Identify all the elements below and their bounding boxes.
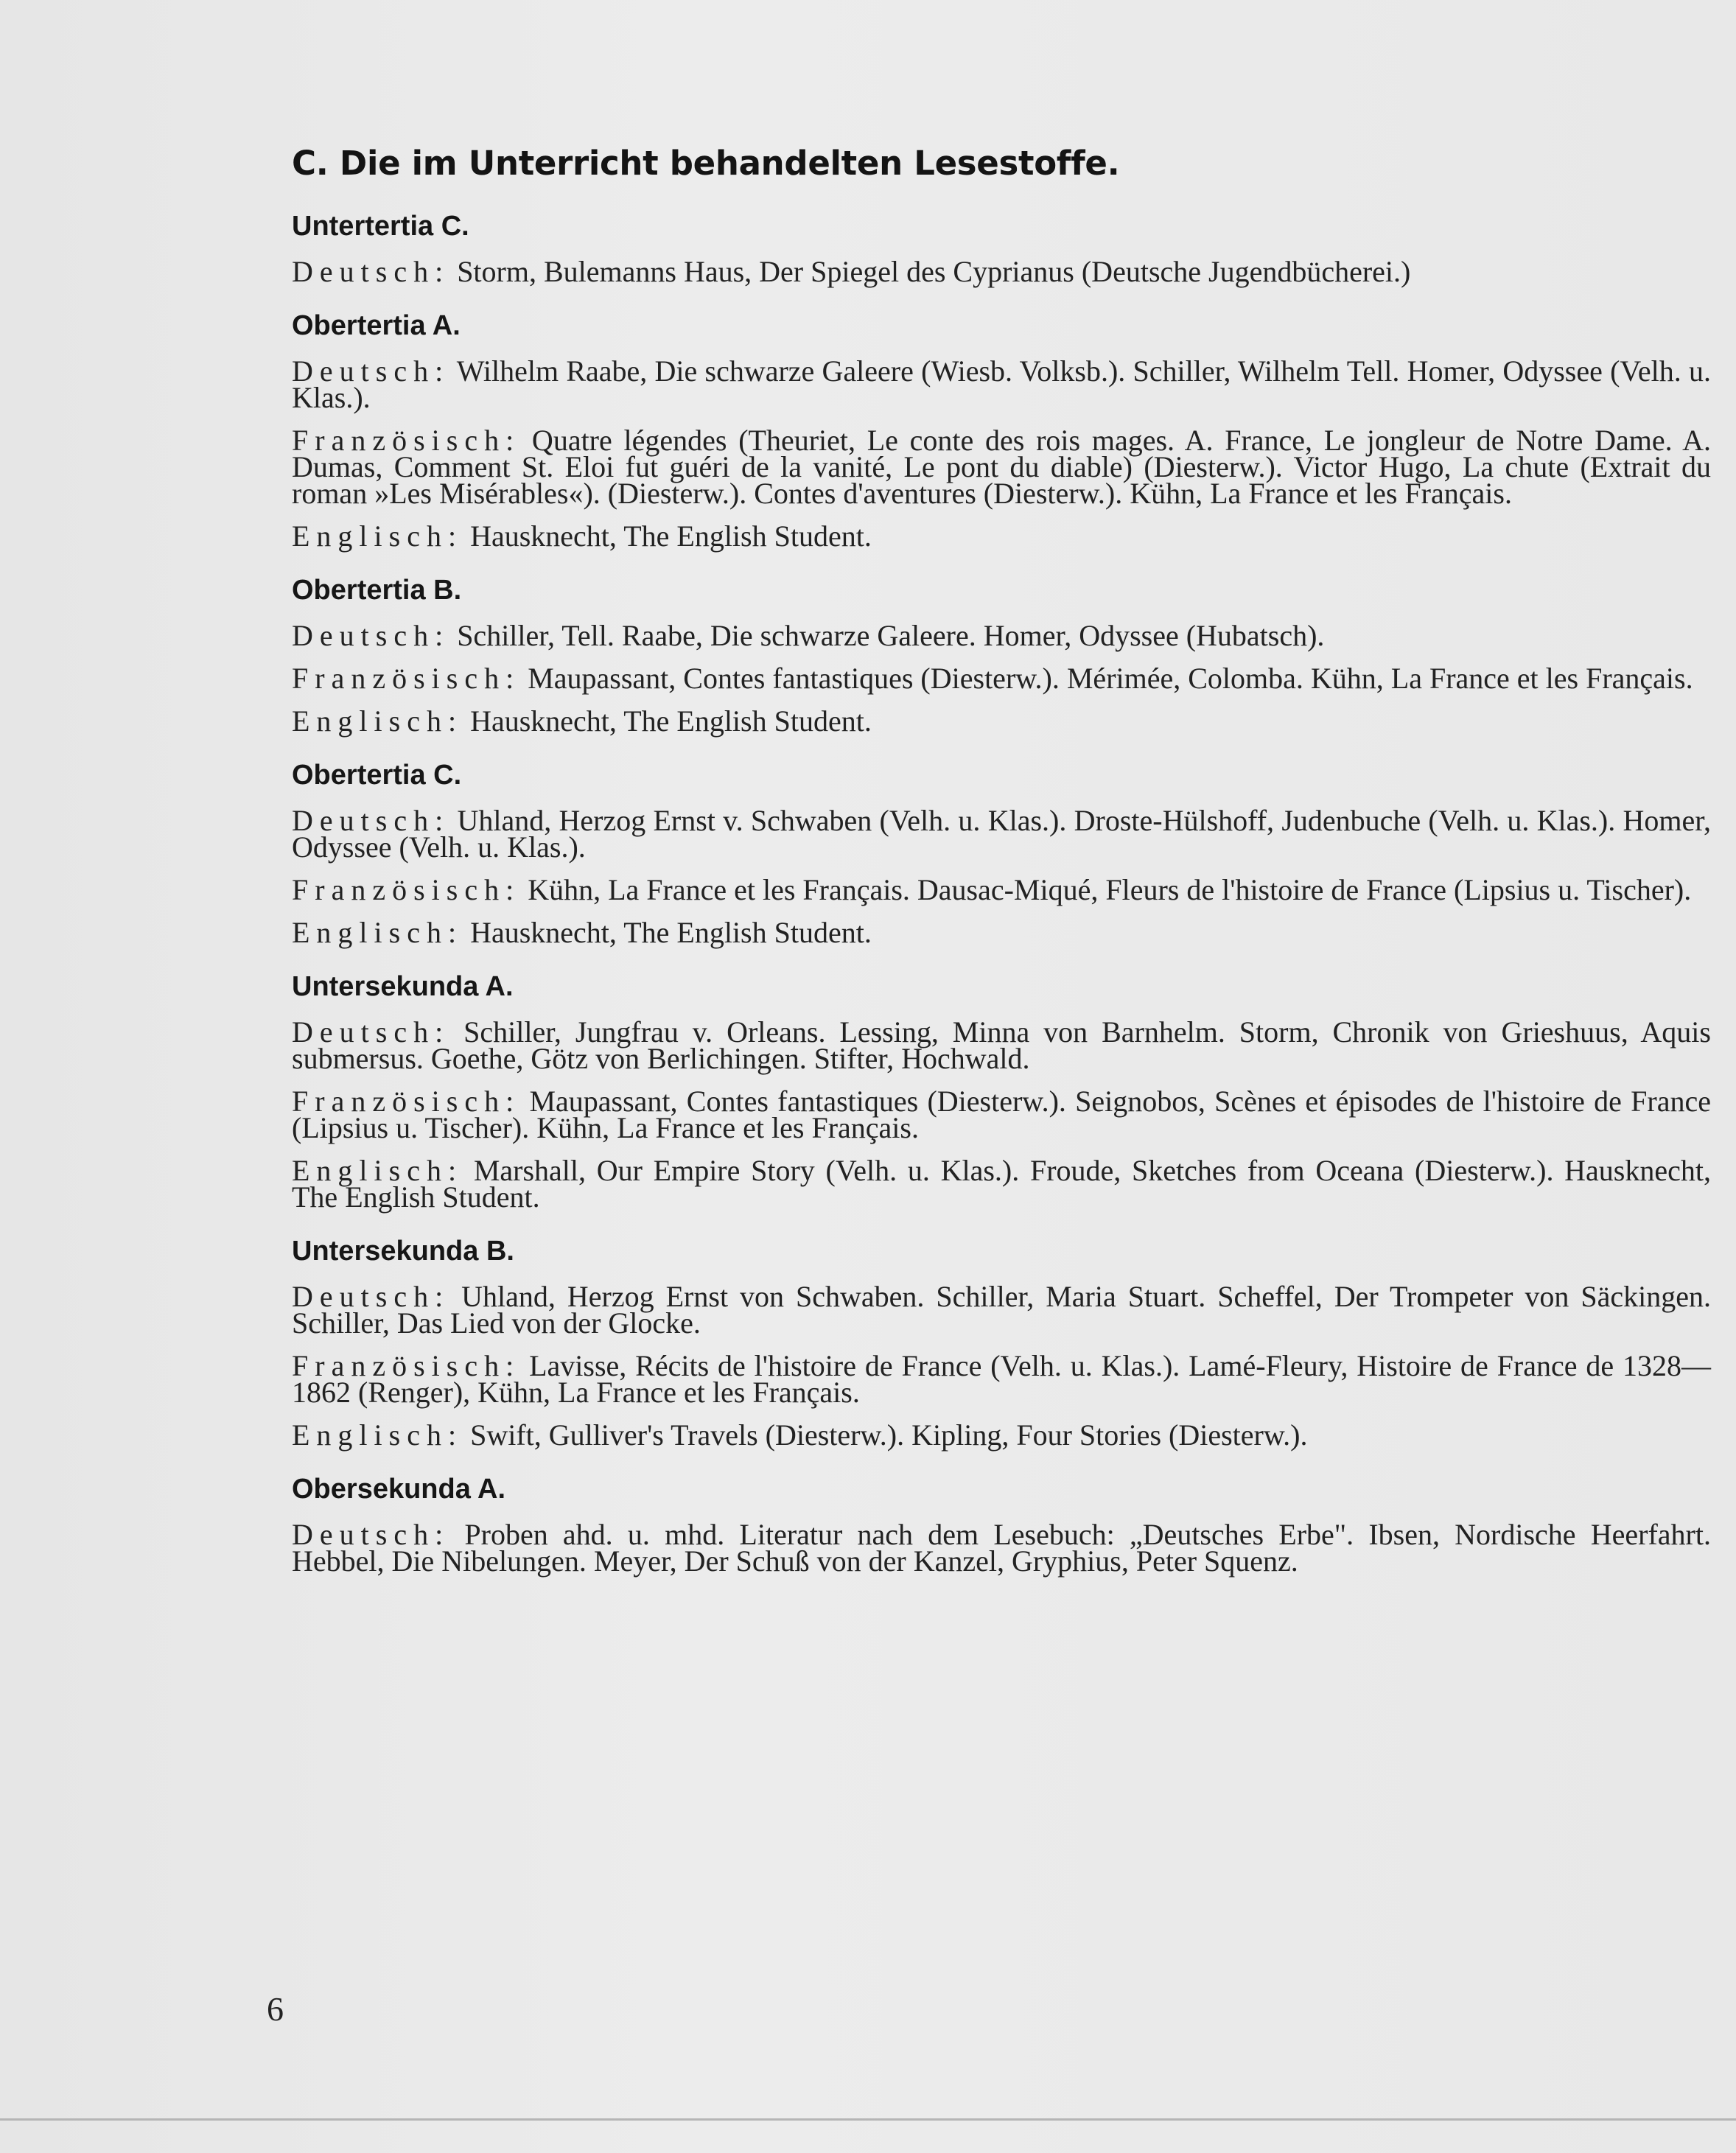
subject-label: Deutsch:	[292, 1280, 450, 1313]
reading-entry	[292, 662, 1711, 695]
reading-list: Marshall, Our Empire Story (Velh. u. Klas.). Froude, Sketches from Oceana (Diesterw.). Hausknecht, The English Student.	[292, 1154, 1711, 1214]
reading-list: Proben ahd. u. mhd. Literatur nach dem Lesebuch: „Deutsches Erbe". Ibsen, Nordische Heerfahrt. Hebbel, Die Nibelungen. Meyer, Der Schuß von der Kanzel, Gryphius, Peter Squenz.	[292, 1518, 1711, 1578]
class-heading: Untersekunda A.	[292, 971, 514, 1002]
reading-entry	[292, 804, 1711, 864]
bottom-rule	[0, 2118, 1736, 2121]
class-section	[274, 575, 1711, 738]
reading-entry	[292, 1015, 1711, 1075]
class-section	[274, 760, 1711, 949]
page-number: 6	[267, 1990, 284, 2028]
reading-list: Hausknecht, The English Student.	[463, 916, 872, 949]
subject-label: Deutsch:	[292, 1518, 450, 1551]
reading-list: Maupassant, Contes fantastiques (Diesterw.). Mérimée, Colomba. Kühn, La France et les Français.	[520, 662, 1693, 695]
class-heading: Obertertia B.	[292, 575, 462, 606]
reading-list: Swift, Gulliver's Travels (Diesterw.). Kipling, Four Stories (Diesterw.).	[463, 1418, 1308, 1452]
class-section	[274, 310, 1711, 553]
class-section	[274, 1236, 1711, 1452]
reading-entry	[292, 1154, 1711, 1214]
reading-list: Storm, Bulemanns Haus, Der Spiegel des Cyprianus (Deutsche Jugendbücherei.)	[449, 255, 1411, 288]
sections	[274, 211, 1711, 1578]
class-section	[274, 971, 1711, 1214]
reading-entry	[292, 1085, 1711, 1144]
reading-entry	[292, 1518, 1711, 1578]
reading-list: Hausknecht, The English Student.	[463, 704, 872, 738]
reading-list: Kühn, La France et les Français. Dausac-Miqué, Fleurs de l'histoire de France (Lipsius u. Tischer).	[520, 873, 1692, 906]
reading-list: Uhland, Herzog Ernst v. Schwaben (Velh. u. Klas.). Droste-Hülshoff, Judenbuche (Velh. u. Klas.). Homer, Odyssee (Velh. u. Klas.).	[292, 804, 1711, 864]
subject-label: Englisch:	[292, 1154, 463, 1187]
reading-list: Schiller, Jungfrau v. Orleans. Lessing, Minna von Barnhelm. Storm, Chronik von Grieshuus, Aquis submersus. Goethe, Götz von Berlichingen. Stifter, Hochwald.	[292, 1015, 1711, 1075]
reading-list: Lavisse, Récits de l'histoire de France (Velh. u. Klas.). Lamé-Fleury, Histoire de France de 1328—1862 (Renger), Kühn, La France et les Français.	[292, 1349, 1711, 1409]
subject-label: Französisch:	[292, 873, 521, 906]
class-heading: Untersekunda B.	[292, 1236, 514, 1267]
class-heading: Obertertia A.	[292, 310, 461, 341]
subject-label: Deutsch:	[292, 804, 450, 837]
subject-label: Französisch:	[292, 1349, 521, 1382]
class-heading: Obertertia C.	[292, 760, 462, 791]
subject-label: Deutsch:	[292, 354, 450, 388]
reading-list: Uhland, Herzog Ernst von Schwaben. Schiller, Maria Stuart. Scheffel, Der Trompeter von Säckingen. Schiller, Das Lied von der Glocke.	[292, 1280, 1711, 1340]
subject-label: Französisch:	[292, 662, 521, 695]
reading-entry	[292, 255, 1711, 288]
reading-entry	[292, 1349, 1711, 1409]
subject-label: Deutsch:	[292, 619, 450, 652]
reading-entry	[292, 916, 1711, 949]
reading-list: Wilhelm Raabe, Die schwarze Galeere (Wiesb. Volksb.). Schiller, Wilhelm Tell. Homer, Odyssee (Velh. u. Klas.).	[292, 354, 1711, 414]
subject-label: Englisch:	[292, 519, 463, 553]
reading-list: Hausknecht, The English Student.	[463, 519, 872, 553]
reading-entry	[292, 704, 1711, 738]
reading-list: Maupassant, Contes fantastiques (Diesterw.). Seignobos, Scènes et épisodes de l'histoire de France (Lipsius u. Tischer). Kühn, La France et les Français.	[292, 1085, 1711, 1144]
reading-entry	[292, 354, 1711, 414]
subject-label: Englisch:	[292, 1418, 463, 1452]
reading-list: Schiller, Tell. Raabe, Die schwarze Galeere. Homer, Odyssee (Hubatsch).	[449, 619, 1325, 652]
subject-label: Englisch:	[292, 916, 463, 949]
reading-list: Quatre légendes (Theuriet, Le conte des rois mages. A. France, Le jongleur de Notre Dame. A. Dumas, Comment St. Eloi fut guéri de la vanité, Le pont du diable) (Diesterw.). Victor Hugo, La chute (Extrait du roman »Les Misérables«). (Diesterw.). Contes d'aventures (Diesterw.). Kühn, La France et les Français.	[292, 424, 1711, 510]
subject-label: Französisch:	[292, 424, 521, 457]
class-heading: Untertertia C.	[292, 211, 469, 242]
reading-entry	[292, 873, 1711, 906]
subject-label: Englisch:	[292, 704, 463, 738]
page-title: C. Die im Unterricht behandelten Lesestoffe.	[292, 144, 1120, 183]
subject-label: Deutsch:	[292, 255, 450, 288]
reading-entry	[292, 1418, 1711, 1452]
class-section	[274, 1474, 1711, 1578]
reading-entry	[292, 619, 1711, 652]
class-section	[274, 211, 1711, 288]
subject-label: Französisch:	[292, 1085, 521, 1118]
class-heading: Obersekunda A.	[292, 1474, 506, 1505]
reading-entry	[292, 424, 1711, 510]
subject-label: Deutsch:	[292, 1015, 450, 1049]
reading-entry	[292, 519, 1711, 553]
content	[274, 144, 1711, 1600]
reading-entry	[292, 1280, 1711, 1340]
